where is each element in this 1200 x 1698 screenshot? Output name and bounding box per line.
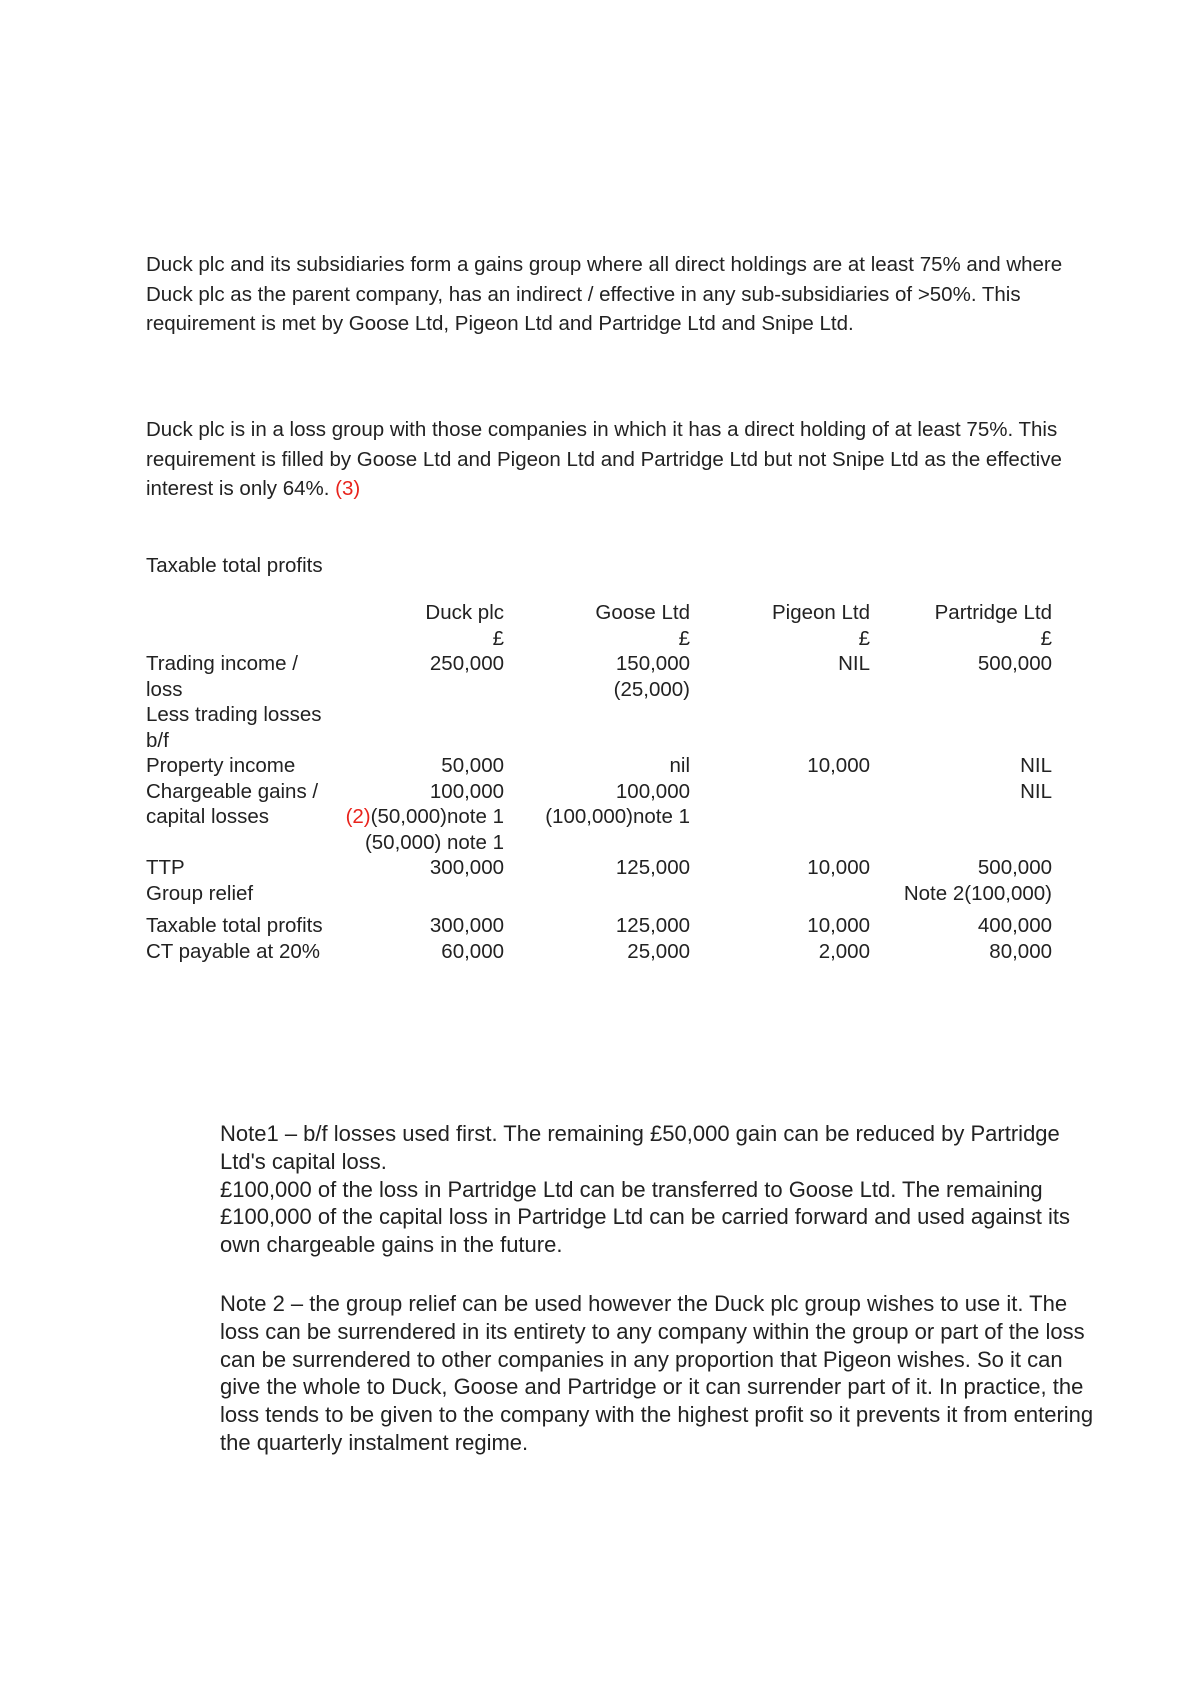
table-cell: 500,000 [977, 652, 1052, 675]
table-row-ct-payable [146, 939, 1052, 965]
table-row-group-relief [146, 881, 1052, 907]
row-label: CT payable at 20% [146, 939, 320, 963]
table-cell: 50,000 [441, 754, 504, 777]
column-header-duck: Duck plc £ [425, 601, 504, 650]
table-header-row [146, 600, 1052, 651]
table-cell: 80,000 [989, 939, 1052, 963]
table-cell: NIL [838, 652, 870, 675]
table-row-trading [146, 651, 1052, 702]
table-cell: 250,000 [429, 652, 504, 675]
table-cell: 10,000 [807, 754, 870, 777]
row-label: Trading income / loss [146, 652, 298, 701]
loss-group-text: Duck plc is in a loss group with those companies in which it has a direct holding of at least 75%. This requirement is filled by Goose Ltd and Pigeon Ltd and Partridge Ltd but not Snipe Ltd as the effective interest is only 64%. [146, 418, 1062, 500]
row-label: Chargeable gains / capital losses [146, 779, 319, 828]
table-cell: 10,000 [807, 856, 870, 879]
column-header-goose: Goose Ltd £ [595, 601, 690, 650]
table-cell: Note 2(100,000) [903, 881, 1052, 905]
table-cell: 10,000 [807, 914, 870, 937]
table-cell: 60,000 [441, 939, 504, 963]
row-label: Group relief [146, 881, 254, 905]
mark-annotation: (2) [345, 805, 371, 828]
intro-paragraph-loss-group [146, 415, 1086, 504]
table-cell: 100,000 (100,000)note 1 [545, 779, 690, 828]
note-1-part-b: £100,000 of the loss in Partridge Ltd can be transferred to Goose Ltd. The remaining £100,000 of the capital loss in Partridge Ltd can be carried forward and used against its own chargeable gains in the future. [220, 1176, 1070, 1258]
column-header-pigeon: Pigeon Ltd £ [771, 601, 870, 650]
table-cell: 300,000 [429, 856, 504, 879]
intro-paragraph-gains-group: Duck plc and its subsidiaries form a gains group where all direct holdings are at least 75% and where Duck plc as the parent company, has an indirect / effective in any sub-subsidiaries of >50%. This requirement is met by Goose Ltd, Pigeon Ltd and Partridge Ltd and Snipe Ltd. [146, 253, 1063, 335]
table-cell: 500,000 [977, 856, 1052, 879]
mark-annotation: (3) [335, 477, 361, 500]
table-cell: nil [669, 754, 690, 777]
row-label: Taxable total profits [146, 914, 323, 937]
taxable-profits-table [146, 600, 1052, 964]
table-row-gains [146, 779, 1052, 856]
table-row-taxable-total [146, 913, 1052, 939]
table-cell: 400,000 [977, 914, 1052, 937]
table-row-less-losses-bf [146, 702, 1052, 753]
row-label: Property income [146, 754, 296, 777]
table-cell [690, 779, 870, 856]
table-cell: 125,000 [615, 856, 690, 879]
table-cell: 125,000 [615, 914, 690, 937]
table-row-ttp [146, 855, 1052, 881]
table-cell: 100,000 (2)(50,000)note 1 (50,000) note 1 [345, 779, 504, 854]
table-cell: 25,000 [627, 939, 690, 963]
table-cell: NIL [1020, 754, 1052, 777]
note-1 [220, 1120, 1100, 1259]
note-1-part-a: Note1 – b/f losses used first. The remaining £50,000 gain can be reduced by Partridge Ltd's capital loss. [220, 1121, 1060, 1174]
table-heading: Taxable total profits [146, 554, 323, 577]
table-cell: 300,000 [429, 914, 504, 937]
table-row-property [146, 753, 1052, 779]
table-cell: 2,000 [818, 939, 870, 963]
table-cell: NIL [1020, 779, 1052, 803]
row-label: Less trading losses b/f [146, 703, 322, 752]
table-cell: 150,000 (25,000) [613, 652, 690, 701]
column-header-partridge: Partridge Ltd £ [934, 601, 1052, 650]
note-2: Note 2 – the group relief can be used however the Duck plc group wishes to use it. The loss can be surrendered in its entirety to any company within the group or part of the loss can be surrendered to other companies in any proportion that Pigeon wishes. So it can give the whole to Duck, Goose and Partridge or it can surrender part of it. In practice, the loss tends to be given to the company with the highest profit so it prevents it from entering the quarterly instalment regime. [220, 1291, 1094, 1455]
row-label: TTP [146, 856, 185, 879]
